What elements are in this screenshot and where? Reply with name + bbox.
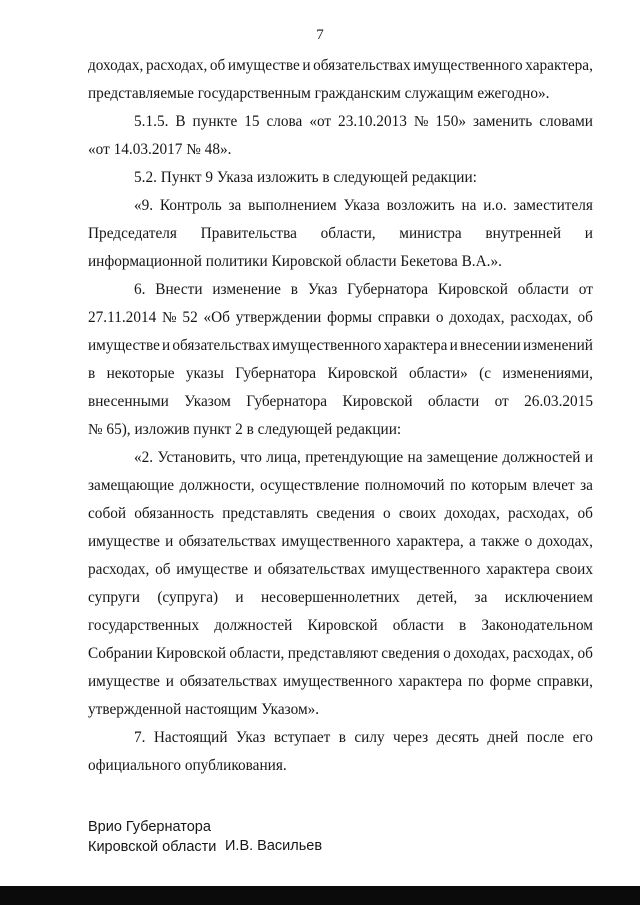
word: расходах, (145, 57, 208, 74)
word: и (162, 337, 171, 354)
word: № (162, 309, 177, 326)
word: области, (229, 645, 285, 662)
word: имуществе (227, 57, 300, 74)
word: характера, (525, 57, 593, 74)
word: Губернатора (246, 393, 328, 410)
word: В (175, 113, 186, 130)
word: имуществе (88, 337, 160, 354)
word: в (88, 365, 96, 382)
text-line (88, 476, 593, 496)
word: и.о. (483, 197, 507, 214)
word: замещающие (88, 477, 175, 494)
word: Правительства (200, 225, 297, 242)
word: области (517, 281, 569, 298)
word: об (155, 561, 171, 578)
word: детей, (417, 589, 458, 606)
word: по (449, 477, 466, 494)
word: а (469, 533, 476, 550)
text-line (88, 560, 593, 580)
word: возложить (386, 197, 455, 214)
word: имущественного (281, 533, 391, 550)
word: и (165, 533, 174, 550)
text-line (88, 364, 593, 384)
word: обязательствах (267, 561, 366, 578)
word: в (338, 729, 346, 746)
word: Указа (343, 197, 380, 214)
word: Внести (155, 281, 203, 298)
word: внесении (459, 337, 521, 354)
word: расходах, (508, 505, 570, 522)
word: расходах, (510, 309, 572, 326)
word: доходах, (537, 533, 593, 550)
word: и (253, 561, 262, 578)
word: и (449, 337, 458, 354)
word: собой (88, 505, 127, 522)
text-line (134, 728, 593, 748)
word: от (578, 281, 593, 298)
word: форме (489, 673, 532, 690)
word: пункте (192, 113, 238, 130)
word: «Об (203, 309, 230, 326)
word: Законодательном (481, 617, 593, 634)
text-line (88, 616, 593, 636)
word: о (383, 505, 391, 522)
word: несовершеннолетних (260, 589, 400, 606)
text-line (134, 112, 593, 132)
word: изменениями, (502, 365, 593, 382)
word: и (235, 589, 244, 606)
word: от (494, 393, 509, 410)
word: справки (377, 309, 431, 326)
page-number: 7 (316, 27, 324, 43)
word: Кировской (307, 617, 378, 634)
word: словами (539, 113, 593, 130)
word: Кировской (155, 645, 227, 662)
word: Кировской (327, 365, 398, 382)
word: министра (399, 225, 462, 242)
word: которым (471, 477, 528, 494)
word: изменение (212, 281, 281, 298)
word: что (240, 449, 262, 466)
text-line (134, 448, 593, 468)
word: должности, (179, 477, 255, 494)
scan-bottom-border (0, 886, 640, 905)
word: десять (436, 729, 480, 746)
word: должностей (214, 617, 293, 634)
word: и (165, 673, 174, 690)
word: Установить, (157, 449, 236, 466)
word: Кировской (437, 281, 508, 298)
word: 52 (182, 309, 198, 326)
word: осуществление (260, 477, 360, 494)
word: сведения (381, 645, 440, 662)
word: через (393, 729, 429, 746)
word: о (435, 309, 444, 326)
signature-title-line2: Кировской области (88, 839, 217, 855)
text-line (88, 308, 593, 328)
word: по (467, 673, 484, 690)
word: характера (398, 673, 463, 690)
word: об (577, 645, 593, 662)
word: также (481, 533, 520, 550)
word: (супруга) (157, 589, 219, 606)
word: за (474, 589, 488, 606)
word: обязанность (134, 505, 215, 522)
text-line (88, 588, 593, 608)
word: справки, (536, 673, 593, 690)
word: 6. (134, 281, 146, 298)
word: доходах, (444, 505, 500, 522)
word: сведения (316, 505, 375, 522)
text-line (134, 280, 593, 300)
word: выполнением (248, 197, 337, 214)
word: Губернатора (235, 365, 317, 382)
word: доходах, (449, 309, 505, 326)
word: имущественного (413, 57, 523, 74)
word: внесенными (88, 393, 169, 410)
word: изменений (522, 337, 593, 354)
word: Кировской (342, 393, 413, 410)
word: характера (486, 561, 550, 578)
word: 23.10.2013 (338, 113, 407, 130)
text-line (88, 504, 593, 524)
word: об (209, 57, 226, 74)
word: лица, (266, 449, 301, 466)
word: «2. (134, 449, 154, 466)
word: Собрании (88, 645, 153, 662)
text-line: утвержденной настоящим Указом». (88, 701, 320, 718)
word: за (580, 477, 593, 494)
word: дней (487, 729, 519, 746)
word: обязательствах (172, 337, 270, 354)
word: области (392, 617, 444, 634)
word: и (302, 57, 311, 74)
word: заменить (472, 113, 533, 130)
word: замещение (426, 449, 498, 466)
word: 5.1.5. (134, 113, 169, 130)
word: вступает (273, 729, 331, 746)
text-line (88, 392, 593, 412)
word: области (428, 393, 480, 410)
text-line (88, 336, 593, 356)
word: заместителя (513, 197, 593, 214)
word: 7. (134, 729, 146, 746)
word: (с (479, 365, 491, 382)
word: своих (555, 561, 593, 578)
word: об (577, 505, 593, 522)
text-line (88, 224, 593, 244)
text-line: № 65), изложив пункт 2 в следующей редакции: (88, 421, 402, 438)
word: «от (309, 113, 332, 130)
word: его (572, 729, 593, 746)
signature-title-line1: Врио Губернатора (88, 819, 211, 835)
word: внутренней (485, 225, 562, 242)
word: Указ (307, 281, 338, 298)
word: Указ (235, 729, 266, 746)
word: 15 (244, 113, 260, 130)
word: имущественного (283, 673, 393, 690)
word: имуществе (176, 561, 249, 578)
word: Председателя (88, 225, 177, 242)
word: области» (408, 365, 468, 382)
word: имуществе (88, 533, 160, 550)
word: «9. (134, 197, 154, 214)
word: представлять (222, 505, 309, 522)
word: Указом (184, 393, 231, 410)
word: расходах, (512, 645, 575, 662)
word: характера, (396, 533, 464, 550)
text-line: 5.2. Пункт 9 Указа изложить в следующей редакции: (134, 169, 477, 186)
word: 26.03.2015 (524, 393, 593, 410)
text-line (88, 672, 593, 692)
word: претендующие (305, 449, 404, 466)
word: супруги (88, 589, 140, 606)
word: после (526, 729, 565, 746)
word: полномочий (364, 477, 445, 494)
word: о (443, 645, 451, 662)
word: утверждении (235, 309, 322, 326)
word: влечет (532, 477, 575, 494)
word: имущественного (272, 337, 382, 354)
word: в (290, 281, 299, 298)
word: Губернатора (347, 281, 429, 298)
text-line (88, 56, 593, 76)
word: на (407, 449, 423, 466)
word: области, (320, 225, 376, 242)
signatory-name: И.В. Васильев (225, 838, 323, 854)
word: силу (354, 729, 385, 746)
word: имуществе (88, 673, 160, 690)
word: 150» (435, 113, 466, 130)
word: слова (266, 113, 303, 130)
word: представляют (287, 645, 378, 662)
word: за (228, 197, 242, 214)
word: расходах, (88, 561, 150, 578)
word: государственных (88, 617, 200, 634)
word: 27.11.2014 (88, 309, 157, 326)
word: обязательствах (313, 57, 411, 74)
word: некоторые (106, 365, 175, 382)
word: на (461, 197, 477, 214)
text-line (134, 196, 593, 216)
word: № (413, 113, 429, 130)
word: имущественного (370, 561, 481, 578)
text-line (88, 532, 593, 552)
text-line: официального опубликования. (88, 757, 287, 774)
word: о (524, 533, 533, 550)
word: Контроль (159, 197, 222, 214)
word: указы (185, 365, 224, 382)
word: доходах, (88, 57, 144, 74)
word: формы (327, 309, 373, 326)
text-line: «от 14.03.2017 № 48». (88, 141, 232, 158)
text-line (88, 644, 593, 664)
text-line: информационной политики Кировской области Бекетова В.А.». (88, 253, 502, 270)
word: обязательствах (179, 673, 278, 690)
word: доходах, (454, 645, 510, 662)
word: исключением (504, 589, 593, 606)
word: Настоящий (153, 729, 228, 746)
word: должностей (502, 449, 581, 466)
word: об (577, 309, 593, 326)
text-line: представляемые государственным гражданским служащим ежегодно». (88, 85, 550, 102)
word: характера (383, 337, 448, 354)
word: и (584, 449, 593, 466)
word: в (458, 617, 467, 634)
word: и (584, 225, 593, 242)
word: своих (398, 505, 437, 522)
word: обязательствах (178, 533, 277, 550)
